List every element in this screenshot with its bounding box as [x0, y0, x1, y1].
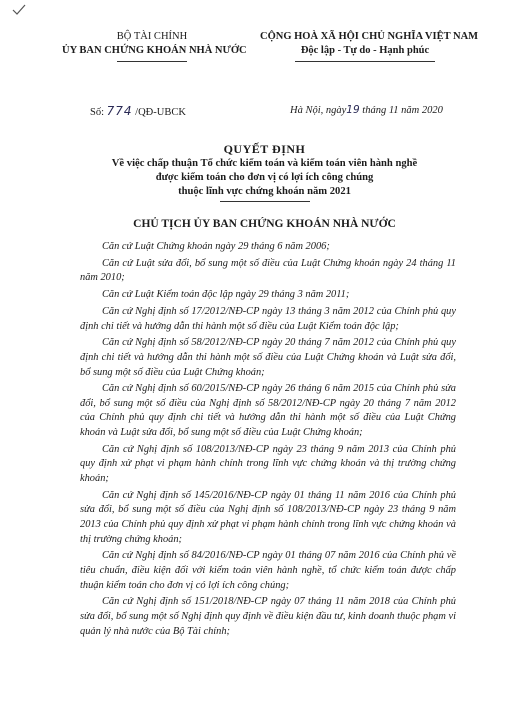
motto-underline [295, 61, 435, 62]
subject-underline [220, 201, 310, 202]
document-date [290, 104, 443, 116]
agency-underline [117, 61, 187, 62]
issuing-agency [62, 30, 247, 62]
legal-basis-paragraph: Căn cứ Nghị định số 151/2018/NĐ-CP ngày 07 tháng 11 năm 2018 của Chính phủ sửa đổi, bổ sung một số Nghị định quy định về điều kiện đầu tư, kinh doanh thuộc phạm vi quản lý nhà nước của Bộ Tài chính; [80, 596, 456, 637]
handwritten-number: 774 [106, 104, 133, 118]
legal-basis-paragraph: Căn cứ Nghị định số 60/2015/NĐ-CP ngày 26 tháng 6 năm 2015 của Chính phủ sửa đổi, bổ sung một số điều của Nghị định số 58/2012/NĐ-CP ngày 20 tháng 7 năm 2012 của Chính phủ quy định chi tiết và hướng dẫn thi hành một số điều của Luật Chứng khoán và Luật sửa đổi, bổ sung một số điều của Luật Chứng khoán; [80, 383, 456, 439]
nation-name: CỘNG HOÀ XÃ HỘI CHỦ NGHĨA VIỆT NAM [260, 31, 479, 42]
committee-name: ỦY BAN CHỨNG KHOÁN NHÀ NƯỚC [62, 45, 247, 56]
date-rest: tháng 11 năm 2020 [359, 105, 443, 116]
document-header [0, 30, 509, 80]
subject-line-2: được kiểm toán cho đơn vị có lợi ích công chúng [155, 172, 374, 183]
legal-basis-paragraph: Căn cứ Luật Chứng khoán ngày 29 tháng 6 năm 2006; [102, 241, 330, 252]
national-motto: Độc lập - Tự do - Hạnh phúc [300, 45, 430, 56]
title-block [40, 141, 489, 232]
legal-basis-paragraph: Căn cứ Nghị định số 84/2016/NĐ-CP ngày 01 tháng 07 năm 2016 của Chính phủ về tiêu chuẩn, điều kiện đối với kiểm toán viên hành nghề, tổ chức kiểm toán được chấp thuận kiểm toán cho đơn vị có lợi ích công chúng; [80, 550, 456, 591]
legal-basis-paragraph: Căn cứ Luật Kiểm toán độc lập ngày 29 tháng 3 năm 2011; [102, 289, 350, 301]
number-prefix: Số: [90, 107, 105, 118]
legal-basis-paragraph: Căn cứ Nghị định số 17/2012/NĐ-CP ngày 13 tháng 3 năm 2012 của Chính phủ quy định chi tiết và hướng dẫn thi hành một số điều của Luật Kiểm toán độc lập; [80, 305, 456, 332]
document-number [90, 104, 186, 118]
number-suffix: /QĐ-UBCK [135, 107, 186, 118]
legal-basis-paragraph: Căn cứ Luật sửa đổi, bổ sung một số điều của Luật Chứng khoán ngày 24 tháng 11 năm 2010; [80, 257, 456, 284]
number-date-row [0, 104, 509, 120]
subject-line-3: thuộc lĩnh vực chứng khoán năm 2021 [178, 186, 351, 197]
corner-check-mark [12, 4, 26, 16]
ministry-name: BỘ TÀI CHÍNH [116, 31, 188, 42]
date-prefix: Hà Nội, ngày [290, 105, 347, 116]
document-type: QUYẾT ĐỊNH [223, 142, 306, 156]
legal-basis-paragraph: Căn cứ Nghị định số 58/2012/NĐ-CP ngày 20 tháng 7 năm 2012 của Chính phủ quy định chi tiết và hướng dẫn thi hành một số điều của Luật Chứng khoán và Luật sửa đổi, bổ sung một số điều của Luật Chứng khoán; [80, 337, 456, 378]
document-body [80, 240, 456, 641]
subject-line-1: Về việc chấp thuận Tổ chức kiểm toán và kiểm toán viên hành nghề [111, 158, 418, 169]
handwritten-day: 19 [346, 104, 360, 116]
issuing-authority: CHỦ TỊCH ỦY BAN CHỨNG KHOÁN NHÀ NƯỚC [133, 218, 396, 230]
legal-basis-paragraph: Căn cứ Nghị định số 108/2013/NĐ-CP ngày 23 tháng 9 năm 2013 của Chính phủ quy định xử phạt vi phạm hành chính trong lĩnh vực chứng khoán và thị trường chứng khoán; [80, 443, 456, 485]
national-heading [260, 30, 479, 62]
legal-basis-paragraph: Căn cứ Nghị định số 145/2016/NĐ-CP ngày 01 tháng 11 năm 2016 của Chính phủ sửa đổi, bổ sung một số điều của Nghị định số 108/2013/NĐ-CP ngày 23 tháng 9 năm 2013 của Chính phủ quy định xử phạt vi phạm hành chính trong lĩnh vực chứng khoán và thị trường chứng khoán; [80, 489, 456, 545]
